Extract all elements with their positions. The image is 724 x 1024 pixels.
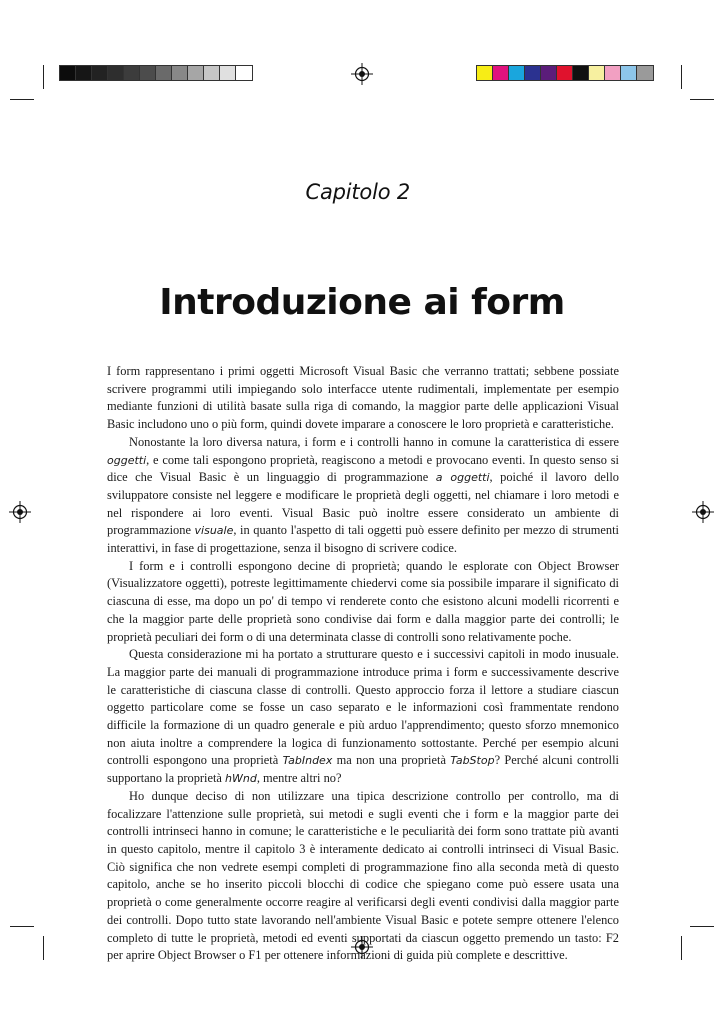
color-swatch [637,66,653,80]
color-swatch [541,66,557,80]
emphasis-term: visuale [194,524,234,538]
paragraph-3: I form e i controlli espongono decine di proprietà; quando le esplorate con Object Browser (Visualizzatore oggetti), potreste legittimamente chiedervi come sia possibile imparare il significato di ciascuna di esse, ma dopo un po' di tempo vi renderete conto che esistono alcuni modelli ricorrenti e che la maggior parte delle proprietà sono condivise dai form e dalla maggior parte dei controlli; le proprietà peculiari dei form o di una determinata classe di controlli sono relativamente poche. [107,558,619,644]
text-run: , poiché il lavoro dello sviluppatore consiste nel leggere e modificare le proprietà degli oggetti, nel chiamare i loro metodi e nel rispondere ai loro eventi. Visual Basic può inoltre essere considerato un ambiente di programmazione [107,470,619,538]
grayscale-calibration-bar [59,65,253,81]
property-name: TabIndex [282,754,333,768]
color-swatch [188,66,204,80]
color-swatch [156,66,172,80]
color-swatch [220,66,236,80]
emphasis-term: a oggetti [435,471,490,485]
color-swatch [76,66,92,80]
text-run: Questa considerazione mi ha portato a strutturare questo e i successivi capitoli in modo inusuale. La maggior parte dei manuali di programmazione introduce prima i form e successivamente descrive le caratteristiche di ciascuna classe di controlli. Questo approccio forza il lettore a studiare ciascun oggetto particolare come se fosse un caso separato e le informazioni così frammentate rendono difficile la formazione di un quadro generale e più arduo l'apprendimento; questo sforzo mnemonico non aiuta inoltre a comprendere la logica di funzionamento sottostante. Perché per esempio alcuni controlli espongono una proprietà [107,647,619,768]
trim-mark-bottom-right-horizontal [690,926,714,927]
color-swatch [621,66,637,80]
paragraph-4 [107,646,619,788]
color-swatch [92,66,108,80]
chapter-title: Introduzione ai form [159,282,565,323]
paragraph-1: I form rappresentano i primi oggetti Microsoft Visual Basic che verranno trattati; sebbene possiate scrivere programmi utili impiegando solo interfacce utente rudimentali, implementate per esempio mediante funzioni di utilità basate sulla riga di comando, la maggior parte delle applicazioni Visual Basic includono uno o più form, quindi dovete imparare a conoscere le loro proprietà e caratteristiche. [107,364,619,432]
trim-mark-top-left-horizontal [10,99,34,100]
text-run: , in quanto l'aspetto di tali oggetti può essere definito per mezzo di strumenti interattivi, in fase di progettazione, senza il bisogno di scrivere codice. [107,523,619,556]
emphasis-term: oggetti [107,453,147,467]
trim-mark-top-left-vertical [43,65,44,89]
color-swatch [108,66,124,80]
text-run: ma non una proprietà [332,753,451,768]
color-swatch [573,66,589,80]
trim-mark-top-right-horizontal [690,99,714,100]
color-swatch [589,66,605,80]
color-calibration-bar [476,65,654,81]
text-run: Nonostante la loro diversa natura, i form e i controlli hanno in comune la caratteristica di essere [129,434,619,449]
color-swatch [525,66,541,80]
registration-mark-right-icon [692,501,714,523]
property-name: TabStop [450,754,495,768]
text-run: , e come tali espongono proprietà, reagiscono a metodi e provocano eventi. In questo senso si dice che Visual Basic è un linguaggio di programmazione [107,452,619,485]
color-swatch [124,66,140,80]
paragraph-2 [107,434,619,558]
text-run: ? Perché alcuni controlli supportano la proprietà [107,753,619,786]
color-swatch [477,66,493,80]
color-swatch [204,66,220,80]
color-swatch [172,66,188,80]
trim-mark-bottom-right-vertical [681,936,682,960]
paragraph-5: Ho dunque deciso di non utilizzare una tipica descrizione controllo per controllo, ma di focalizzare l'attenzione sulle proprietà, sui metodi e sugli eventi che i form e la maggior parte dei controlli intrinseci hanno in comune; le caratteristiche e le peculiarità dei form sono trattate più avanti in questo capitolo, mentre il capitolo 3 è interamente dedicato ai controlli intrinseci di Visual Basic. Ciò significa che non vedrete esempi completi di programmazione fino alla seconda metà di questo capitolo, anche se ho inserito piccoli blocchi di codice che spiegano come può essere usata una proprietà o come generalmente occorre reagire al verificarsi degli eventi condivisi dalla maggior parte dei controlli. Dopo tutto state lavorando nell'ambiente Visual Basic e potete sempre ottenere l'elenco completo di tutte le proprietà, metodi ed eventi supportati da ciascun oggetto premendo un tasto: F2 per aprire Object Browser o F1 per ottenere informazioni di guida più complete e descrittive. [107,788,619,963]
chapter-number: Capitolo 2 [305,180,410,204]
color-swatch [509,66,525,80]
registration-mark-top-icon [351,63,373,85]
body-text [107,363,619,965]
trim-mark-top-right-vertical [681,65,682,89]
color-swatch [493,66,509,80]
trim-mark-bottom-left-vertical [43,936,44,960]
color-swatch [60,66,76,80]
color-swatch [605,66,621,80]
text-run: , mentre altri no? [256,771,342,786]
color-swatch [140,66,156,80]
color-swatch [236,66,252,80]
color-swatch [557,66,573,80]
property-name: hWnd [225,772,257,786]
trim-mark-bottom-left-horizontal [10,926,34,927]
registration-mark-left-icon [9,501,31,523]
